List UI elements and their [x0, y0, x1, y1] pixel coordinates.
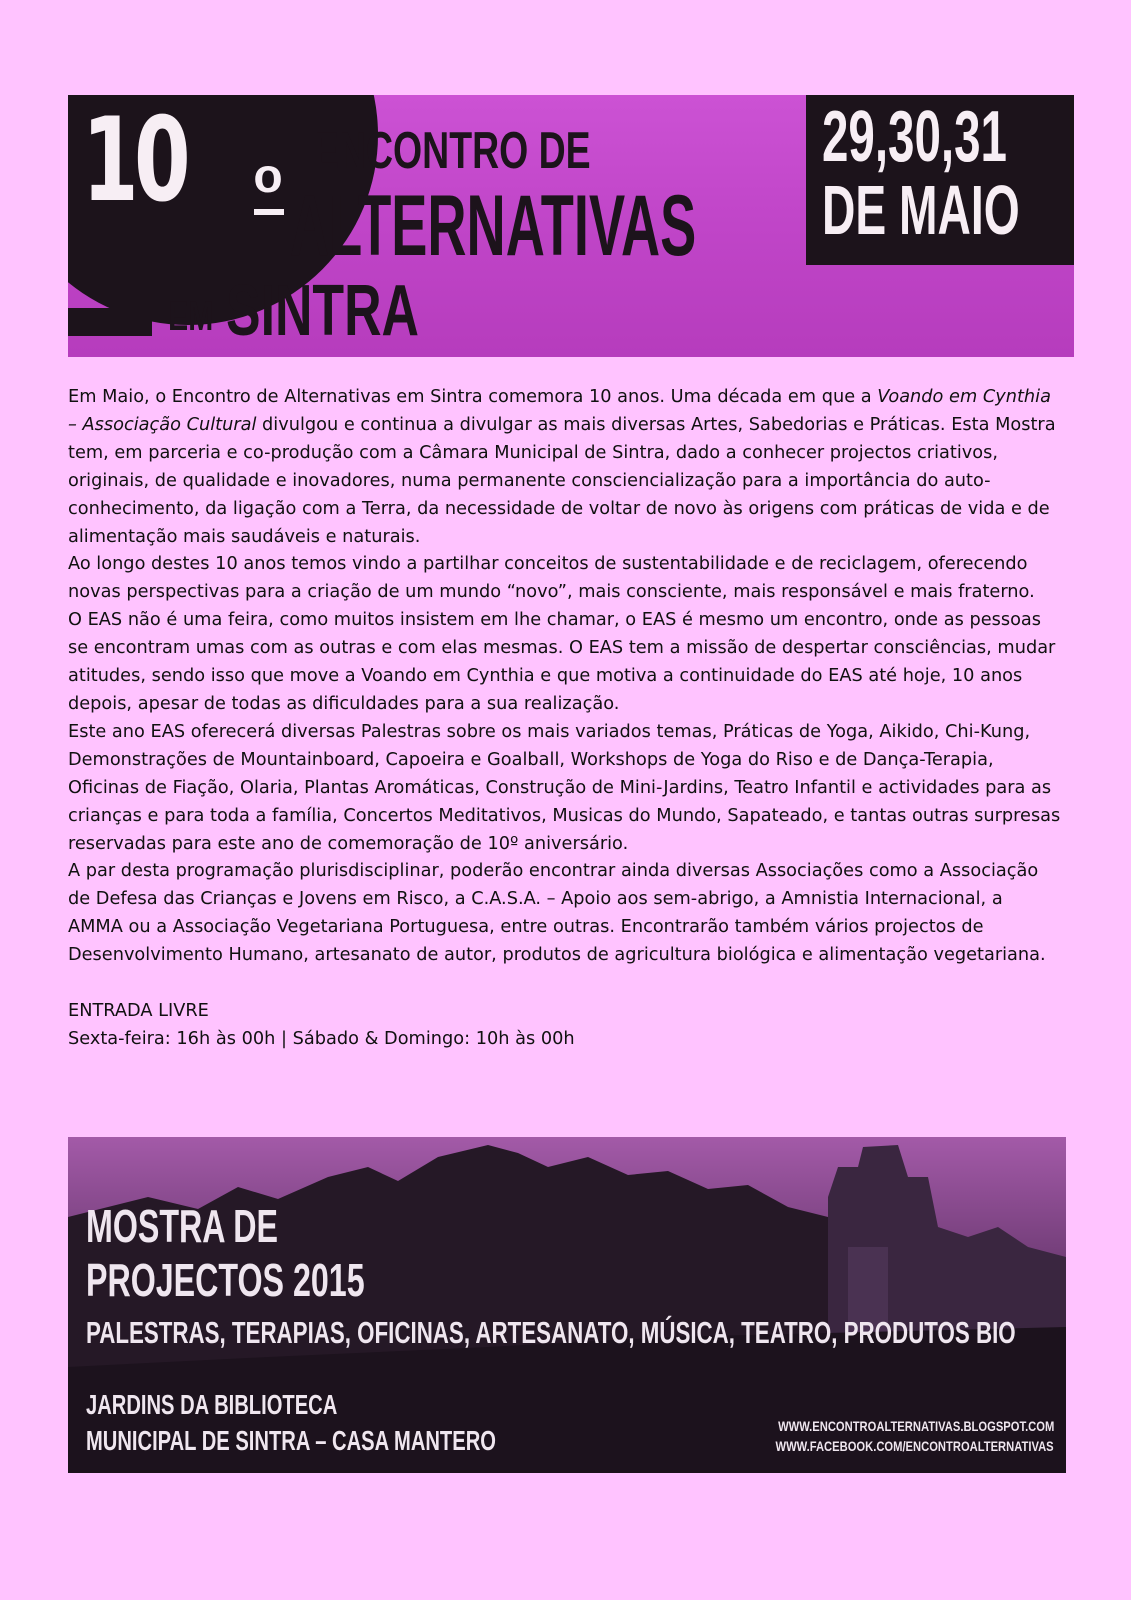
intro-association-name: Voando em Cynthia – Associação Cultural	[68, 386, 1051, 435]
banner-title-line1: ENCONTRO DE	[314, 122, 591, 180]
spacer	[68, 969, 1063, 997]
date-box	[806, 95, 1074, 265]
intro-text-b: divulgou e continua a divulgar as mais diversas Artes, Sabedorias e Práticas. Esta Mostra tem, em parceria e co-produção com a Câmara Municipal de Sintra, dado a conhecer projectos criativos, originais, de qualidade e inovadores, numa permanente consciencialização para a importância do auto-conhecimento, da ligação com a Terra, da necessidade de voltar de novo às origens com práticas de vida e de alimentação mais saudáveis e naturais.	[68, 413, 1056, 547]
footer-title-line2: PROJECTOS 2015	[86, 1254, 365, 1306]
footer-banner	[68, 1137, 1066, 1473]
article-body	[68, 383, 1063, 1053]
footer-venue-line2: MUNICIPAL DE SINTRA – CASA MANTERO	[86, 1425, 496, 1456]
edition-number: 10	[82, 95, 186, 228]
header-banner	[68, 95, 1074, 357]
intro-text-a: Em Maio, o Encontro de Alternativas em Sintra comemora 10 anos. Uma década em que a	[68, 386, 878, 407]
paragraph-sustainability: Ao longo destes 10 anos temos vindo a partilhar conceitos de sustentabilidade e de reciclagem, oferecendo novas perspectivas para a criação de um mundo “novo”, mais consciente, mais responsável e mais fraterno.	[68, 553, 1035, 603]
banner-sintra: SINTRA	[226, 271, 419, 351]
paragraph-mission: O EAS não é uma feira, como muitos insistem em lhe chamar, o EAS é mesmo um encontro, onde as pessoas se encontram umas com as outras e com elas mesmas. O EAS tem a missão de despertar consciências, mudar atitudes, sendo isso que move a Voando em Cynthia e que motiva a continuidade do EAS até hoje, 10 anos depois, apesar de todas as dificuldades para a sua realização.	[68, 609, 1056, 714]
banner-dark-bar	[68, 308, 152, 336]
footer-title-line1: MOSTRA DE	[86, 1200, 279, 1252]
facebook-url: WWW.FACEBOOK.COM/ENCONTROALTERNATIVAS	[775, 1438, 1054, 1454]
footer-activities: PALESTRAS, TERAPIAS, OFICINAS, ARTESANATO, MÚSICA, TEATRO, PRODUTOS BIO	[86, 1315, 1016, 1350]
opening-hours: Sexta-feira: 16h às 00h | Sábado & Domingo: 10h às 00h	[68, 1027, 575, 1049]
paragraph-associations: A par desta programação plurisdisciplinar, poderão encontrar ainda diversas Associações como a Associação de Defesa das Crianças e Jovens em Risco, a C.A.S.A. – Apoio aos sem-abrigo, a Amnistia Internacional, a AMMA ou a Associação Vegetariana Portuguesa, entre outras. Encontrarão também vários projectos de Desenvolvimento Humano, artesanato de autor, produtos de agricultura biológica e alimentação vegetariana.	[68, 860, 1046, 966]
paragraph-programme: Este ano EAS oferecerá diversas Palestras sobre os mais variados temas, Práticas de Yoga, Aikido, Chi-Kung, Demonstrações de Mountainboard, Capoeira e Goalball, Workshops de Yoga do Riso e de Dança-Terapia, Oficinas de Fiação, Olaria, Plantas Aromáticas, Construção de Mini-Jardins, Teatro Infantil e actividades para as crianças e para toda a família, Concertos Meditativos, Musicas do Mundo, Sapateado, e tantas outras surpresas reservadas para este ano de comemoração de 10º aniversário.	[68, 720, 1061, 854]
banner-title-line2: ALTERNATIVAS	[290, 178, 697, 274]
event-dates: 29,30,31	[822, 97, 1007, 177]
blog-url: WWW.ENCONTROALTERNATIVAS.BLOGSPOT.COM	[777, 1418, 1054, 1434]
banner-em: EM	[168, 292, 214, 339]
entrance-info: ENTRADA LIVRE	[68, 999, 209, 1021]
edition-ordinal: o	[250, 153, 286, 201]
event-month: DE MAIO	[822, 171, 1020, 249]
paragraph-intro	[68, 383, 1063, 550]
footer-venue-line1: JARDINS DA BIBLIOTECA	[86, 1389, 338, 1420]
